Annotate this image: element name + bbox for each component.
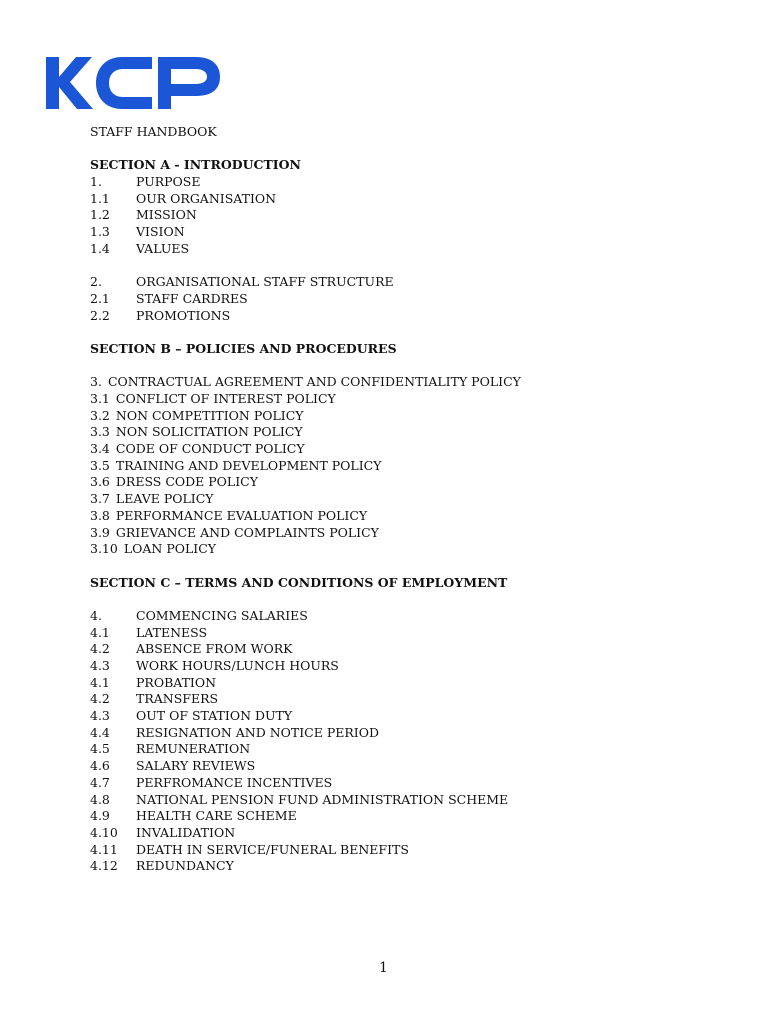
page-number: 1 [379,960,388,976]
list-item [90,508,730,525]
item-number: 3.3 [90,424,110,440]
list-item [90,474,730,491]
item-number: 3.4 [90,441,110,457]
item-number: 3.8 [90,507,110,523]
list-item [90,274,730,291]
table-of-contents [90,124,730,875]
list-item [90,792,730,809]
list-item [90,374,730,391]
item-text: DRESS CODE POLICY [115,474,258,490]
item-number: 1.2 [90,207,110,223]
list-item [90,191,730,208]
item-number: 1.4 [90,240,110,256]
item-text: RESIGNATION AND NOTICE PERIOD [136,724,379,740]
item-number: 3. [90,374,102,390]
item-text: CONTRACTUAL AGREEMENT AND CONFIDENTIALITY POLICY [107,374,521,390]
section-b-heading: SECTION B – POLICIES AND PROCEDURES [90,340,397,356]
item-text: TRAINING AND DEVELOPMENT POLICY [115,457,382,473]
item-number: 1. [90,174,102,190]
list-item [90,708,730,725]
list-item [90,424,730,441]
item-number: 3.9 [90,524,110,540]
item-text: TRANSFERS [136,691,219,707]
item-number: 4.10 [90,824,118,840]
item-text: PERFORMANCE EVALUATION POLICY [115,507,368,523]
item-text: MISSION [136,207,197,223]
section-c-heading: SECTION C – TERMS AND CONDITIONS OF EMPLOYMENT [90,574,508,590]
item-text: LOAN POLICY [123,541,217,557]
list-item [90,725,730,742]
item-number: 4.12 [90,858,118,874]
item-number: 3.10 [90,541,118,557]
item-number: 1.1 [90,190,110,206]
item-number: 4.5 [90,741,110,757]
section-a-heading: SECTION A - INTRODUCTION [90,157,301,173]
item-text: VALUES [136,240,190,256]
list-item [90,775,730,792]
item-number: 4.4 [90,724,110,740]
item-text: PROMOTIONS [136,307,231,323]
item-text: ABSENCE FROM WORK [136,641,293,657]
item-text: INVALIDATION [136,824,236,840]
item-text: REMUNERATION [136,741,251,757]
section-c-list [90,608,730,875]
list-item [90,641,730,658]
list-item [90,224,730,241]
list-item [90,291,730,308]
item-number: 4.2 [90,691,110,707]
list-item [90,691,730,708]
item-text: NON SOLICITATION POLICY [115,424,303,440]
list-item [90,408,730,425]
item-text: GRIEVANCE AND COMPLAINTS POLICY [115,524,379,540]
item-number: 4.1 [90,624,110,640]
item-number: 3.1 [90,391,110,406]
item-text: NON COMPETITION POLICY [115,407,304,423]
item-text: OUT OF STATION DUTY [136,708,293,724]
list-item [90,825,730,842]
item-number: 3.7 [90,491,110,507]
item-text: CODE OF CONDUCT POLICY [115,441,305,457]
list-item [90,675,730,692]
item-text: LEAVE POLICY [115,491,214,507]
item-text: PURPOSE [136,174,201,190]
list-item [90,541,730,558]
section-b-list [90,374,730,558]
item-number: 1.3 [90,224,110,240]
list-item [90,391,730,408]
list-item [90,441,730,458]
item-text: PERFROMANCE INCENTIVES [136,774,333,790]
item-number: 3.6 [90,474,110,490]
list-item [90,458,730,475]
item-number: 4.3 [90,658,110,673]
list-item [90,608,730,625]
item-text: HEALTH CARE SCHEME [136,808,297,824]
list-item [90,308,730,325]
item-text: NATIONAL PENSION FUND ADMINISTRATION SCHEME [136,791,509,807]
item-number: 2.1 [90,290,110,306]
list-item [90,858,730,875]
item-text: WORK HOURS/LUNCH HOURS [136,658,339,673]
section-a-group1 [90,174,730,257]
item-number: 2. [90,274,102,290]
item-number: 4.9 [90,808,110,824]
item-text: LATENESS [136,624,208,640]
list-item [90,741,730,758]
item-number: 4. [90,607,102,623]
list-item [90,491,730,508]
item-text: STAFF CARDRES [136,290,248,306]
list-item [90,842,730,859]
item-number: 2.2 [90,307,110,323]
item-text: DEATH IN SERVICE/FUNERAL BENEFITS [136,841,409,857]
list-item [90,758,730,775]
item-number: 3.2 [90,407,110,423]
item-text: COMMENCING SALARIES [136,607,308,623]
item-text: PROBATION [136,674,217,690]
item-text: OUR ORGANISATION [136,190,277,206]
item-number: 4.11 [90,841,118,857]
item-number: 4.6 [90,758,110,774]
item-number: 4.1 [90,674,110,690]
list-item [90,241,730,258]
item-number: 4.3 [90,708,110,724]
kcp-logo [46,55,222,111]
list-item [90,808,730,825]
list-item [90,625,730,642]
item-text: REDUNDANCY [136,858,234,874]
item-number: 3.5 [90,457,110,473]
list-item [90,525,730,542]
list-item [90,174,730,191]
item-text: ORGANISATIONAL STAFF STRUCTURE [136,274,394,290]
item-number: 4.7 [90,774,110,790]
section-a-group2 [90,274,730,324]
document-title: STAFF HANDBOOK [90,124,217,139]
item-text: CONFLICT OF INTEREST POLICY [115,391,336,406]
item-text: VISION [136,224,185,240]
item-text: SALARY REVIEWS [136,758,256,774]
list-item [90,207,730,224]
item-number: 4.8 [90,791,110,807]
list-item [90,658,730,675]
item-number: 4.2 [90,641,110,657]
